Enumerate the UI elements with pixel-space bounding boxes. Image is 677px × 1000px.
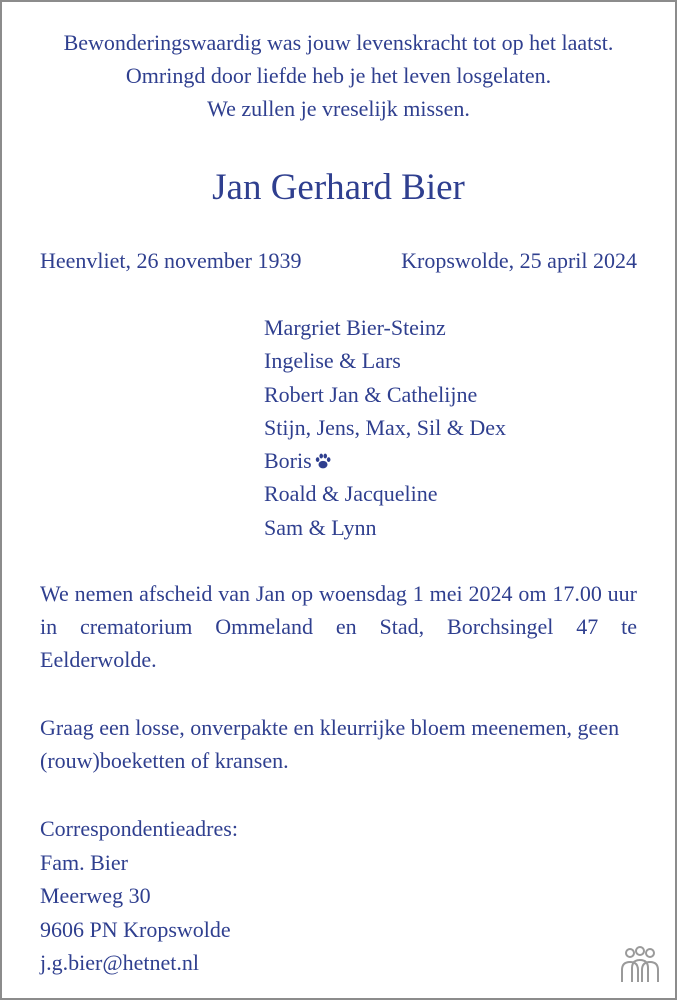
- address-email: j.g.bier@hetnet.nl: [40, 950, 199, 975]
- family-member: Robert Jan & Cathelijne: [264, 381, 478, 407]
- opening-poem: [2, 26, 675, 125]
- address-city: 9606 PN Kropswolde: [40, 916, 231, 942]
- poem-line-3: We zullen je vreselijk missen.: [207, 96, 470, 121]
- family-list: [264, 311, 506, 544]
- birth-place-date: Heenvliet, 26 november 1939: [40, 248, 302, 273]
- family-member: Margriet Bier-Steinz: [264, 315, 446, 340]
- death-place-date: Kropswolde, 25 april 2024: [401, 248, 637, 273]
- family-member-pet: [264, 444, 506, 477]
- poem-line-1: Bewonderingswaardig was jouw levenskracht tot op het laatst.: [63, 30, 614, 55]
- life-dates: [40, 244, 637, 277]
- funeral-service-info: We nemen afscheid van Jan op woensdag 1 mei 2024 om 17.00 uur in crematorium Ommeland en Stad, Borchsingel 47 te Eelderwolde.: [40, 581, 637, 672]
- paw-icon: [314, 452, 332, 470]
- flowers-request: Graag een losse, onverpakte en kleurrijke bloem meenemen, geen (rouw)boeketten of kransen.: [40, 715, 620, 773]
- address-name: Fam. Bier: [40, 849, 128, 875]
- pet-name: Boris: [264, 448, 312, 474]
- family-member: Roald & Jacqueline: [264, 481, 438, 507]
- address-street: Meerweg 30: [40, 883, 151, 908]
- family-member: Ingelise & Lars: [264, 348, 401, 374]
- poem-line-2: Omringd door liefde heb je het leven losgelaten.: [125, 63, 552, 88]
- family-member: Stijn, Jens, Max, Sil & Dex: [264, 414, 507, 440]
- correspondence-address: [40, 812, 238, 980]
- address-heading: Correspondentieadres:: [40, 816, 238, 841]
- deceased-name: Jan Gerhard Bier: [212, 167, 465, 208]
- family-logo-icon: [616, 946, 664, 984]
- family-member: Sam & Lynn: [264, 514, 377, 540]
